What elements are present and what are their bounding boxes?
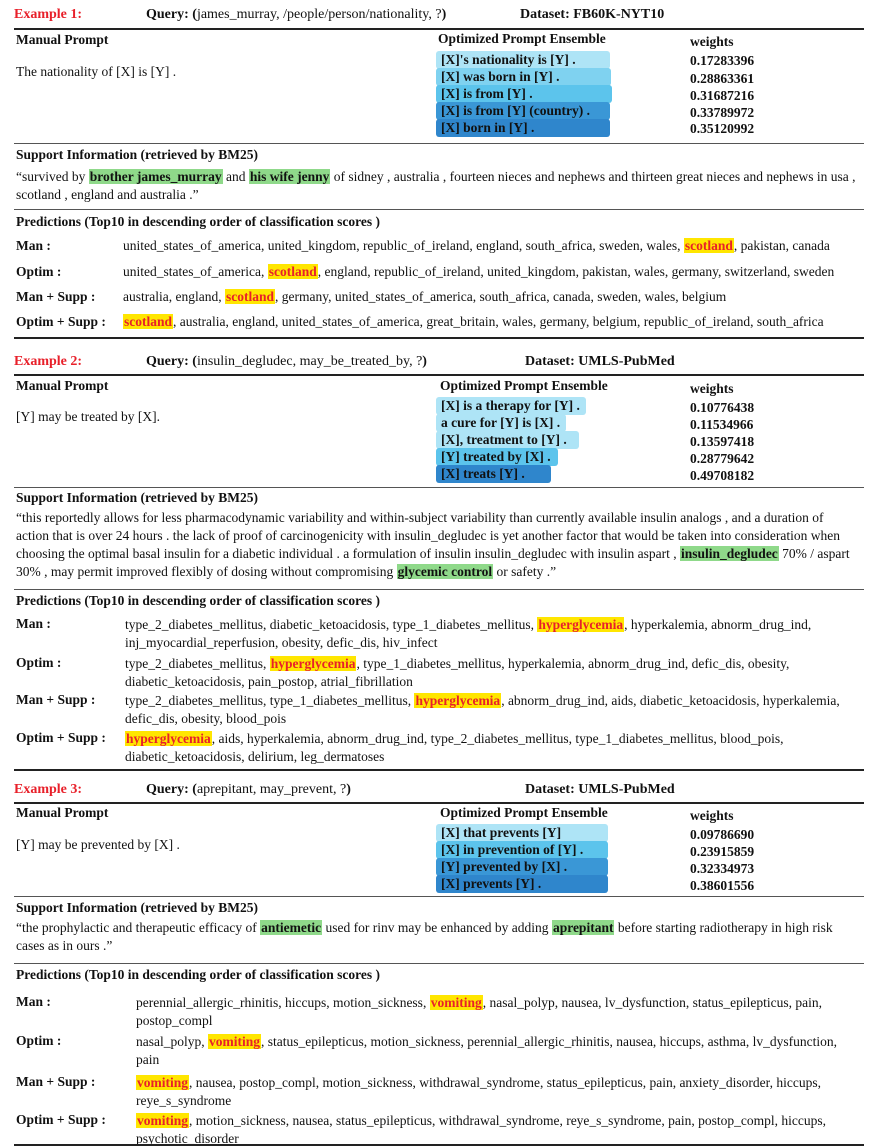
highlight-answer: scotland (124, 314, 173, 329)
divider (14, 143, 864, 144)
optimized-prompt-label: Optimized Prompt Ensemble (440, 378, 608, 393)
weight-value: 0.10776438 (690, 400, 755, 415)
weight-value: 0.28779642 (690, 451, 755, 466)
prompt-box: [X] is from [Y] (country) . (436, 102, 610, 120)
highlight-evidence: insulin_degludec (681, 546, 778, 561)
divider (14, 487, 864, 488)
prediction-label: Optim + Supp : (16, 314, 106, 329)
highlight-answer: scotland (268, 264, 317, 279)
highlight-answer: vomiting (209, 1034, 261, 1049)
weight-value: 0.32334973 (690, 861, 755, 876)
prediction-values: type_2_diabetes_mellitus, hyperglycemia, type_1_diabetes_mellitus, hyperkalemia, abnorm_drug_ind, defic_dis, obesity, diabetic_ketoacidosis, pain_postop, atrial_fibrillation (125, 656, 790, 689)
weights-label: weights (690, 381, 734, 396)
query-label: Query: (146, 7, 189, 22)
prediction-label: Man + Supp : (16, 1074, 96, 1089)
dataset: Dataset: UMLS-PubMed (525, 782, 675, 797)
prediction-label: Optim + Supp : (16, 730, 106, 745)
highlight-answer: vomiting (137, 1113, 189, 1128)
prediction-values: australia, england, scotland, germany, united_states_of_america, south_africa, canada, sweden, wales, belgium (123, 289, 727, 304)
weight-value: 0.28863361 (690, 71, 755, 86)
prompt-box: [Y] prevented by [X] . (436, 858, 608, 876)
weight-value: 0.13597418 (690, 434, 755, 449)
dataset: Dataset: FB60K-NYT10 (520, 7, 665, 22)
support-label: Support Information (retrieved by BM25) (16, 490, 258, 505)
weight-value: 0.23915859 (690, 844, 755, 859)
example-1 (0, 0, 884, 340)
prediction-values: nasal_polyp, vomiting, status_epilepticus, motion_sickness, perennial_allergic_rhinitis, nausea, hiccups, asthma, lv_dysfunction, pain (136, 1034, 838, 1067)
prediction-label: Optim : (16, 264, 62, 279)
manual-prompt-label: Manual Prompt (16, 805, 109, 820)
prompt-box: a cure for [Y] is [X] . (436, 414, 566, 432)
divider (14, 28, 864, 30)
highlight-answer: vomiting (137, 1075, 189, 1090)
highlight-evidence: antiemetic (261, 920, 322, 935)
prompt-box: [X] that prevents [Y] (436, 824, 608, 842)
prediction-values: type_2_diabetes_mellitus, diabetic_ketoacidosis, type_1_diabetes_mellitus, hyperglycemia, hyperkalemia, abnorm_drug_ind, inj_myocardial_reperfusion, obesity, defic_dis, hiv_infect (125, 617, 812, 650)
dataset: Dataset: UMLS-PubMed (525, 354, 675, 369)
highlight-evidence: aprepitant (552, 920, 614, 935)
predictions-label: Predictions (Top10 in descending order of classification scores ) (16, 593, 380, 608)
highlight-answer: scotland (225, 289, 274, 304)
weight-value: 0.33789972 (690, 105, 755, 120)
prompt-box: [X] was born in [Y] . (436, 68, 611, 86)
manual-prompt-label: Manual Prompt (16, 378, 109, 393)
prompt-box: [X] is a therapy for [Y] . (436, 397, 586, 415)
prompt-box: [X]'s nationality is [Y] . (436, 51, 610, 69)
weights-label: weights (690, 808, 734, 823)
prediction-label: Man : (16, 994, 51, 1009)
prediction-values: scotland, australia, england, united_states_of_america, great_britain, wales, germany, belgium, republic_of_ireland, south_africa (124, 314, 824, 329)
highlight-evidence: his wife jenny (249, 169, 330, 184)
prediction-label: Man : (16, 238, 51, 253)
optimized-prompt-label: Optimized Prompt Ensemble (440, 805, 608, 820)
example-title: Example 2: (14, 354, 83, 369)
prediction-values: united_states_of_america, united_kingdom, republic_of_ireland, england, south_africa, sweden, wales, scotland, pakistan, canada (123, 238, 830, 253)
query-text: james_murray, /people/person/nationality, ? (196, 7, 442, 22)
highlight-answer: scotland (684, 238, 733, 253)
support-text: “the prophylactic and therapeutic efficacy of antiemetic used for rinv may be enhanced by adding aprepitant before starting radiotherapy in high risk cases as in ours .” (16, 920, 833, 953)
query: Query: (james_murray, /people/person/nationality, ?) (146, 7, 447, 22)
weight-value: 0.31687216 (690, 88, 755, 103)
prompt-box: [X] born in [Y] . (436, 119, 610, 137)
weight-value: 0.09786690 (690, 827, 755, 842)
query-label: Query: (146, 782, 189, 797)
prediction-label: Man + Supp : (16, 289, 96, 304)
highlight-answer: hyperglycemia (538, 617, 624, 632)
weights-label: weights (690, 34, 734, 49)
query: Query: (insulin_degludec, may_be_treated_by, ?) (146, 354, 427, 369)
prediction-values: perennial_allergic_rhinitis, hiccups, motion_sickness, vomiting, nasal_polyp, nausea, lv_dysfunction, status_epilepticus, pain, postop_compl (136, 995, 823, 1028)
manual-prompt-text: [Y] may be treated by [X]. (16, 409, 160, 424)
divider (14, 337, 864, 339)
prediction-label: Optim + Supp : (16, 1112, 106, 1127)
manual-prompt-text: The nationality of [X] is [Y] . (16, 64, 177, 79)
prediction-values: hyperglycemia, aids, hyperkalemia, abnorm_drug_ind, type_2_diabetes_mellitus, type_1_diabetes_mellitus, blood_pois, diabetic_ketoacidosis, delirium, leg_dermatoses (125, 731, 784, 764)
highlight-evidence: glycemic control (397, 564, 493, 579)
prompt-box: [Y] treated by [X] . (436, 448, 558, 466)
prompt-box: [X] treats [Y] . (436, 465, 551, 483)
divider (14, 769, 864, 771)
example-title: Example 1: (14, 7, 83, 22)
query-label: Query: (146, 354, 189, 369)
highlight-answer: hyperglycemia (270, 656, 356, 671)
prediction-label: Man : (16, 616, 51, 631)
support-text: “this reportedly allows for less pharmacodynamic variability and within-subject variability than currently available insulin analogs , and a duration of action that is over 24 hours . the lack of proof of carcinogenicity with insulin_degludec is yet another factor that would be taken into consideration when choosing the optimal basal insulin for a diabetic individual . a formulation of insulin insulin_degludec with insulin aspart , insulin_degludec 70% / aspart 30% , may permit improved flexibly of dosing without compromising glycemic control or safety .” (16, 510, 850, 579)
divider (14, 374, 864, 376)
weight-value: 0.35120992 (690, 121, 755, 136)
manual-prompt-text: [Y] may be prevented by [X] . (16, 837, 180, 852)
prediction-values: vomiting, nausea, postop_compl, motion_sickness, withdrawal_syndrome, status_epilepticus, pain, anxiety_disorder, hiccups, reye_s_syndrome (136, 1075, 821, 1108)
prediction-values: vomiting, motion_sickness, nausea, status_epilepticus, withdrawal_syndrome, reye_s_syndrome, pain, postop_compl, hiccups, psychotic_disorder (136, 1113, 827, 1146)
query-text: insulin_degludec, may_be_treated_by, ? (196, 354, 423, 369)
weight-value: 0.49708182 (690, 468, 755, 483)
divider (14, 802, 864, 804)
query-text: aprepitant, may_prevent, ? (196, 782, 347, 797)
manual-prompt-label: Manual Prompt (16, 32, 109, 47)
divider (14, 209, 864, 210)
query: Query: (aprepitant, may_prevent, ?) (146, 782, 351, 797)
weight-value: 0.11534966 (690, 417, 754, 432)
divider (14, 589, 864, 590)
prediction-label: Man + Supp : (16, 692, 96, 707)
highlight-answer: vomiting (430, 995, 482, 1010)
support-label: Support Information (retrieved by BM25) (16, 147, 258, 162)
support-label: Support Information (retrieved by BM25) (16, 900, 258, 915)
divider (14, 1144, 864, 1146)
example-2 (0, 342, 884, 772)
prompt-box: [X], treatment to [Y] . (436, 431, 579, 449)
example-3 (0, 772, 884, 1147)
prediction-values: type_2_diabetes_mellitus, type_1_diabetes_mellitus, hyperglycemia, abnorm_drug_ind, aids, diabetic_ketoacidosis, hyperkalemia, defic_dis, obesity, blood_pois (125, 693, 840, 726)
predictions-label: Predictions (Top10 in descending order of classification scores ) (16, 967, 380, 982)
weight-value: 0.38601556 (690, 878, 755, 893)
highlight-evidence: brother james_murray (89, 169, 222, 184)
divider (14, 896, 864, 897)
prompt-box: [X] in prevention of [Y] . (436, 841, 608, 859)
prediction-values: united_states_of_america, scotland, england, republic_of_ireland, united_kingdom, pakistan, wales, germany, switzerland, sweden (123, 264, 835, 279)
prompt-box: [X] prevents [Y] . (436, 875, 608, 893)
highlight-answer: hyperglycemia (126, 731, 211, 746)
prediction-label: Optim : (16, 655, 62, 670)
highlight-answer: hyperglycemia (415, 693, 501, 708)
prediction-label: Optim : (16, 1033, 62, 1048)
support-text: “survived by brother james_murray and his wife jenny of sidney , australia , fourteen nieces and nephews and thirteen great nieces and nephews in usa , scotland , england and australia .” (16, 169, 856, 202)
prompt-box: [X] is from [Y] . (436, 85, 612, 103)
example-title: Example 3: (14, 782, 83, 797)
predictions-label: Predictions (Top10 in descending order of classification scores ) (16, 214, 380, 229)
divider (14, 963, 864, 964)
optimized-prompt-label: Optimized Prompt Ensemble (438, 31, 606, 46)
weight-value: 0.17283396 (690, 53, 755, 68)
